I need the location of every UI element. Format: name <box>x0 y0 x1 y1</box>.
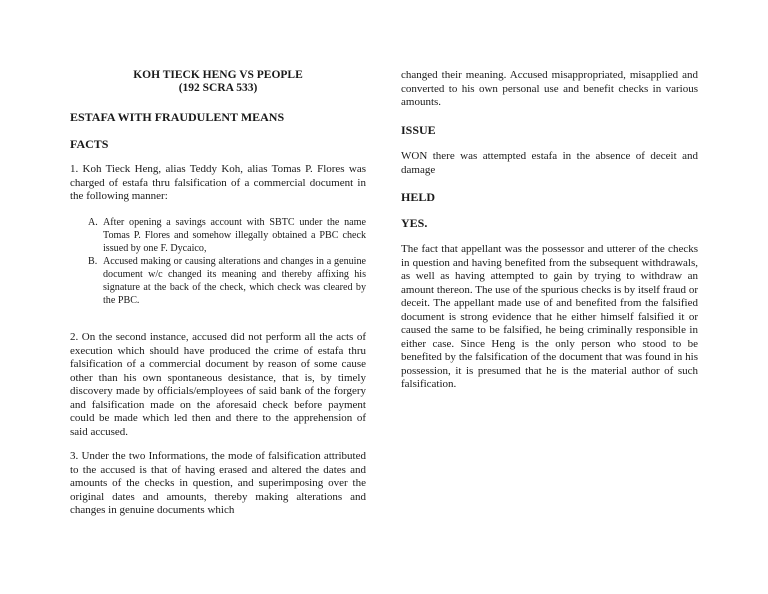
facts-paragraph-1: 1. Koh Tieck Heng, alias Teddy Koh, alias Tomas P. Flores was charged of estafa thru falsification of a commercial document in the following manner: <box>70 163 366 202</box>
list-marker: A. <box>88 217 98 228</box>
held-answer: YES. <box>401 216 428 230</box>
facts-paragraph-2: 2. On the second instance, accused did not perform all the acts of execution which should have produced the crime of estafa thru falsification of a commercial document by reason of some cause other than his own spontaneous desistance, that is, by timely discovery made by officials/employees of said bank of the forgery and falsification made on the aforesaid check before payment could be made which led then and there to the apprehension of said accused. <box>70 331 366 438</box>
list-item <box>88 216 366 255</box>
list-marker: B. <box>88 256 98 267</box>
facts-paragraph-3-continued: changed their meaning. Accused misappropriated, misapplied and converted to his own personal use and benefit checks in various amounts. <box>401 69 698 108</box>
case-title: KOH TIECK HENG VS PEOPLE <box>133 69 303 81</box>
list-item-text: After opening a savings account with SBTC under the name Tomas P. Flores and somehow illegally obtained a PBC check issued by one F. Dycaico, <box>103 217 366 254</box>
issue-heading: ISSUE <box>401 123 436 137</box>
list-item-text: Accused making or causing alterations and changes in a genuine document w/c changed its meaning and thereby affixing his signature at the back of the check, which check was cleared by the PBC. <box>103 256 366 306</box>
case-citation: (192 SCRA 533) <box>178 82 258 94</box>
facts-heading: FACTS <box>70 137 109 151</box>
issue-text: WON there was attempted estafa in the absence of deceit and damage <box>401 150 698 176</box>
facts-list <box>88 216 366 307</box>
topic-heading: ESTAFA WITH FRAUDULENT MEANS <box>70 110 285 124</box>
list-item <box>88 255 366 307</box>
facts-paragraph-3: 3. Under the two Informations, the mode of falsification attributed to the accused is that of having erased and altered the dates and amounts of the checks in question, and superimposing over the original dates and amounts, thereby making alterations and changes in genuine documents which <box>70 450 366 516</box>
held-heading: HELD <box>401 190 436 204</box>
held-text: The fact that appellant was the possessor and utterer of the checks in question and having benefited from the subsequent withdrawals, as well as having attempted to gain by trying to withdraw an amount thereon. The use of the spurious checks is by itself fraud or deceit. The appellant made use of and benefited from the falsified document is strong evidence that he either himself falsified it or caused the same to be falsified, he being criminally responsible in either case. Since Heng is the only person who stood to be benefited by the falsification of the document that was found in his possession, it is presumed that he is the material author of such falsification. <box>401 243 698 390</box>
